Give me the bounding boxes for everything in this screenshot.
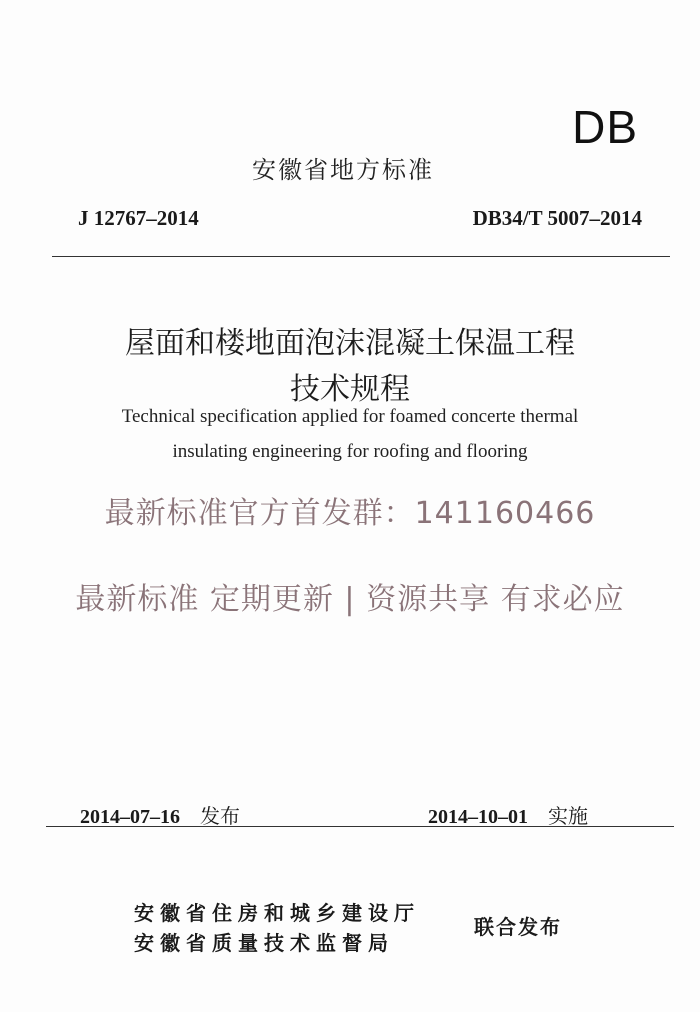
joint-issue-label: 联合发布 <box>474 915 562 939</box>
province-standard-label: 安徽省地方标准 <box>252 156 434 184</box>
issue-label: 发布 <box>200 804 240 828</box>
top-divider <box>52 256 670 257</box>
issuer-housing-department: 安徽省住房和城乡建设厅 <box>134 901 420 925</box>
implement-date: 2014–10–01 <box>428 806 528 828</box>
title-en-line2: insulating engineering for roofing and flooring <box>172 441 528 462</box>
watermark-line1: 最新标准官方首发群：141160466 <box>104 496 596 531</box>
record-number: J 12767–2014 <box>78 206 199 230</box>
watermark-line2: 最新标准 定期更新 | 资源共享 有求必应 <box>75 582 625 617</box>
db-mark: DB <box>572 101 638 153</box>
issuing-authorities <box>134 898 420 958</box>
implement-date-block <box>428 800 588 829</box>
implement-label: 实施 <box>548 804 588 828</box>
title-cn-line2: 技术规程 <box>290 372 410 407</box>
standard-number: DB34/T 5007–2014 <box>472 206 642 230</box>
bottom-divider <box>46 826 674 827</box>
issuer-quality-bureau: 安徽省质量技术监督局 <box>134 931 394 955</box>
title-en-line1: Technical specification applied for foamed concerte thermal <box>121 406 579 427</box>
title-cn-line1: 屋面和楼地面泡沫混凝土保温工程 <box>125 326 575 361</box>
issue-date-block <box>80 800 240 829</box>
issue-date: 2014–07–16 <box>80 806 180 828</box>
